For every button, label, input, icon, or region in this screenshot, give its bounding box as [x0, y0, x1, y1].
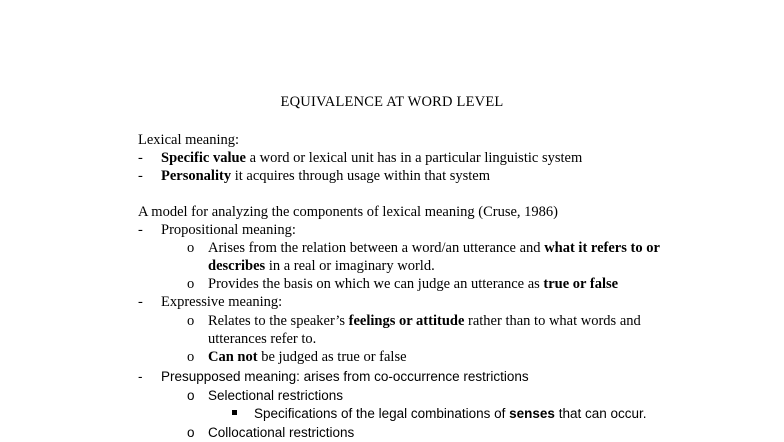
circle-bullet: o — [187, 240, 195, 256]
presupposed-label: Presupposed meaning: arises from co-occurrence restrictions — [161, 369, 529, 384]
bold-term: Can not — [208, 349, 258, 365]
sub-text: that can occur. — [554, 406, 647, 421]
dash-marker: - — [138, 168, 143, 184]
bold-term: describes — [208, 258, 266, 274]
selectional-restrictions: Selectional restrictions — [208, 388, 344, 403]
sub-text: Arises from the relation between a word/an utterance and — [208, 240, 545, 256]
bold-term: senses — [509, 406, 555, 421]
sub-item — [208, 239, 660, 257]
sub-text: Relates to the speaker’s — [208, 313, 349, 329]
bold-term: true or false — [543, 276, 619, 292]
sub-text: Provides the basis on which we can judge an utterance as — [208, 276, 544, 292]
dash-marker: - — [138, 222, 143, 238]
document-title: EQUIVALENCE AT WORD LEVEL — [280, 94, 504, 110]
bold-term: Personality — [161, 168, 232, 184]
square-bullet-icon — [232, 410, 237, 415]
list-item — [161, 167, 490, 185]
lexical-meaning-heading: Lexical meaning: — [138, 132, 240, 148]
model-heading: A model for analyzing the components of lexical meaning (Cruse, 1986) — [138, 204, 558, 220]
sub-sub-item — [254, 405, 647, 423]
sub-text: be judged as true or false — [257, 349, 407, 365]
circle-bullet: o — [187, 276, 195, 292]
collocational-restrictions: Collocational restrictions — [208, 425, 355, 440]
circle-bullet: o — [187, 425, 195, 440]
bold-term: what it refers to or — [544, 240, 660, 256]
item-text: a word or lexical unit has in a particular linguistic system — [245, 150, 583, 166]
circle-bullet: o — [187, 349, 195, 365]
sub-item-continuation — [208, 257, 435, 275]
list-item — [161, 149, 582, 167]
circle-bullet: o — [187, 313, 195, 329]
expressive-label: Expressive meaning: — [161, 294, 283, 310]
dash-marker: - — [138, 150, 143, 166]
bold-term: feelings or attitude — [348, 313, 465, 329]
bold-term: Specific value — [161, 150, 246, 166]
circle-bullet: o — [187, 388, 195, 403]
sub-item-continuation: utterances refer to. — [208, 331, 317, 347]
sub-item — [208, 275, 618, 293]
dash-marker: - — [138, 294, 143, 310]
sub-text: Specifications of the legal combinations of — [254, 406, 510, 421]
item-text: it acquires through usage within that system — [231, 168, 491, 184]
sub-text: in a real or imaginary world. — [265, 258, 435, 274]
propositional-label: Propositional meaning: — [161, 222, 296, 238]
dash-marker: - — [138, 369, 143, 384]
sub-text: rather than to what words and — [464, 313, 641, 329]
sub-item — [208, 312, 641, 330]
sub-item — [208, 348, 407, 366]
